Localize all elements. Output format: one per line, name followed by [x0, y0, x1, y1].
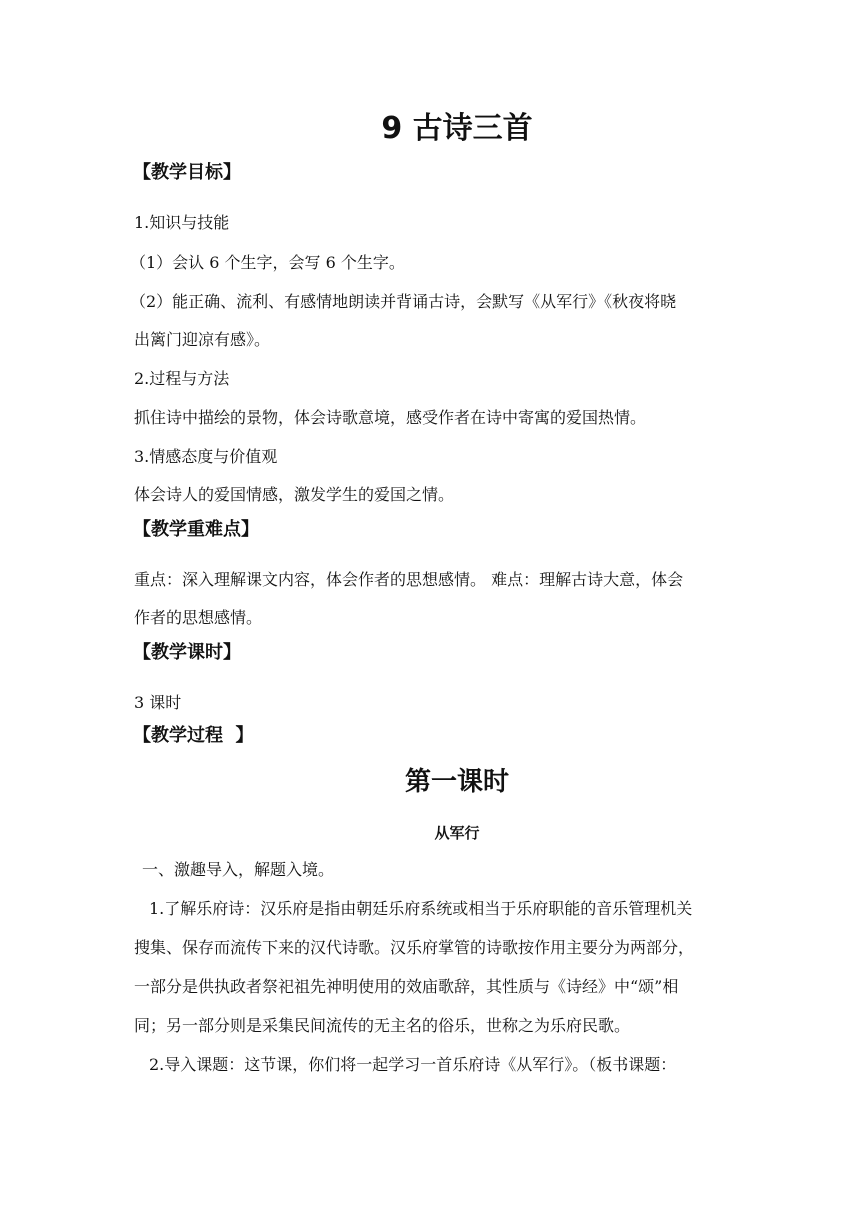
document-title: 9 古诗三首: [381, 111, 533, 146]
poem-title: 从军行: [434, 824, 480, 842]
difficulty-line1: 重点：深入理解课文内容，体会作者的思想感情。 难点：理解古诗大意，体会: [134, 570, 684, 589]
goal1-item2-line1: （2）能正确、流利、有感情地朗读并背诵古诗，会默写《从军行》《秋夜将晓: [130, 292, 677, 311]
goal1-heading: 1.知识与技能: [134, 213, 230, 232]
process-heading: 【教学过程 】: [133, 725, 254, 746]
para1-line3: 一部分是供执政者祭祀祖先神明使用的效庙歌辞，其性质与《诗经》中“颂”相: [134, 977, 679, 996]
para1-line4: 同；另一部分则是采集民间流传的无主名的俗乐，世称之为乐府民歌。: [134, 1016, 631, 1035]
para1-line2: 搜集、保存而流传下来的汉代诗歌。汉乐府掌管的诗歌按作用主要分为两部分，: [134, 938, 695, 957]
goals-heading: 【教学目标】: [133, 162, 241, 183]
step1-heading: 一、激趣导入，解题入境。: [142, 860, 335, 879]
goal1-item1: （1）会认 6 个生字，会写 6 个生字。: [130, 253, 405, 272]
para1-line1: 1.了解乐府诗：汉乐府是指由朝廷乐府系统或相当于乐府职能的音乐管理机关: [149, 899, 693, 918]
goal3-heading: 3.情感态度与价值观: [134, 447, 278, 466]
difficulty-line2: 作者的思想感情。: [134, 608, 263, 627]
difficulty-heading: 【教学重难点】: [133, 519, 259, 540]
para2-line1: 2.导入课题：这节课，你们将一起学习一首乐府诗《从军行》。（板书课题：: [149, 1055, 677, 1074]
goal1-item2-line2: 出篱门迎凉有感》。: [134, 330, 271, 349]
goal3-text: 体会诗人的爱国情感，激发学生的爱国之情。: [134, 485, 455, 504]
hours-text: 3 课时: [134, 693, 182, 712]
hours-heading: 【教学课时】: [133, 642, 241, 663]
goal2-text: 抓住诗中描绘的景物，体会诗歌意境，感受作者在诗中寄寓的爱国热情。: [134, 408, 647, 427]
lesson-title: 第一课时: [404, 767, 509, 797]
goal2-heading: 2.过程与方法: [134, 369, 230, 388]
